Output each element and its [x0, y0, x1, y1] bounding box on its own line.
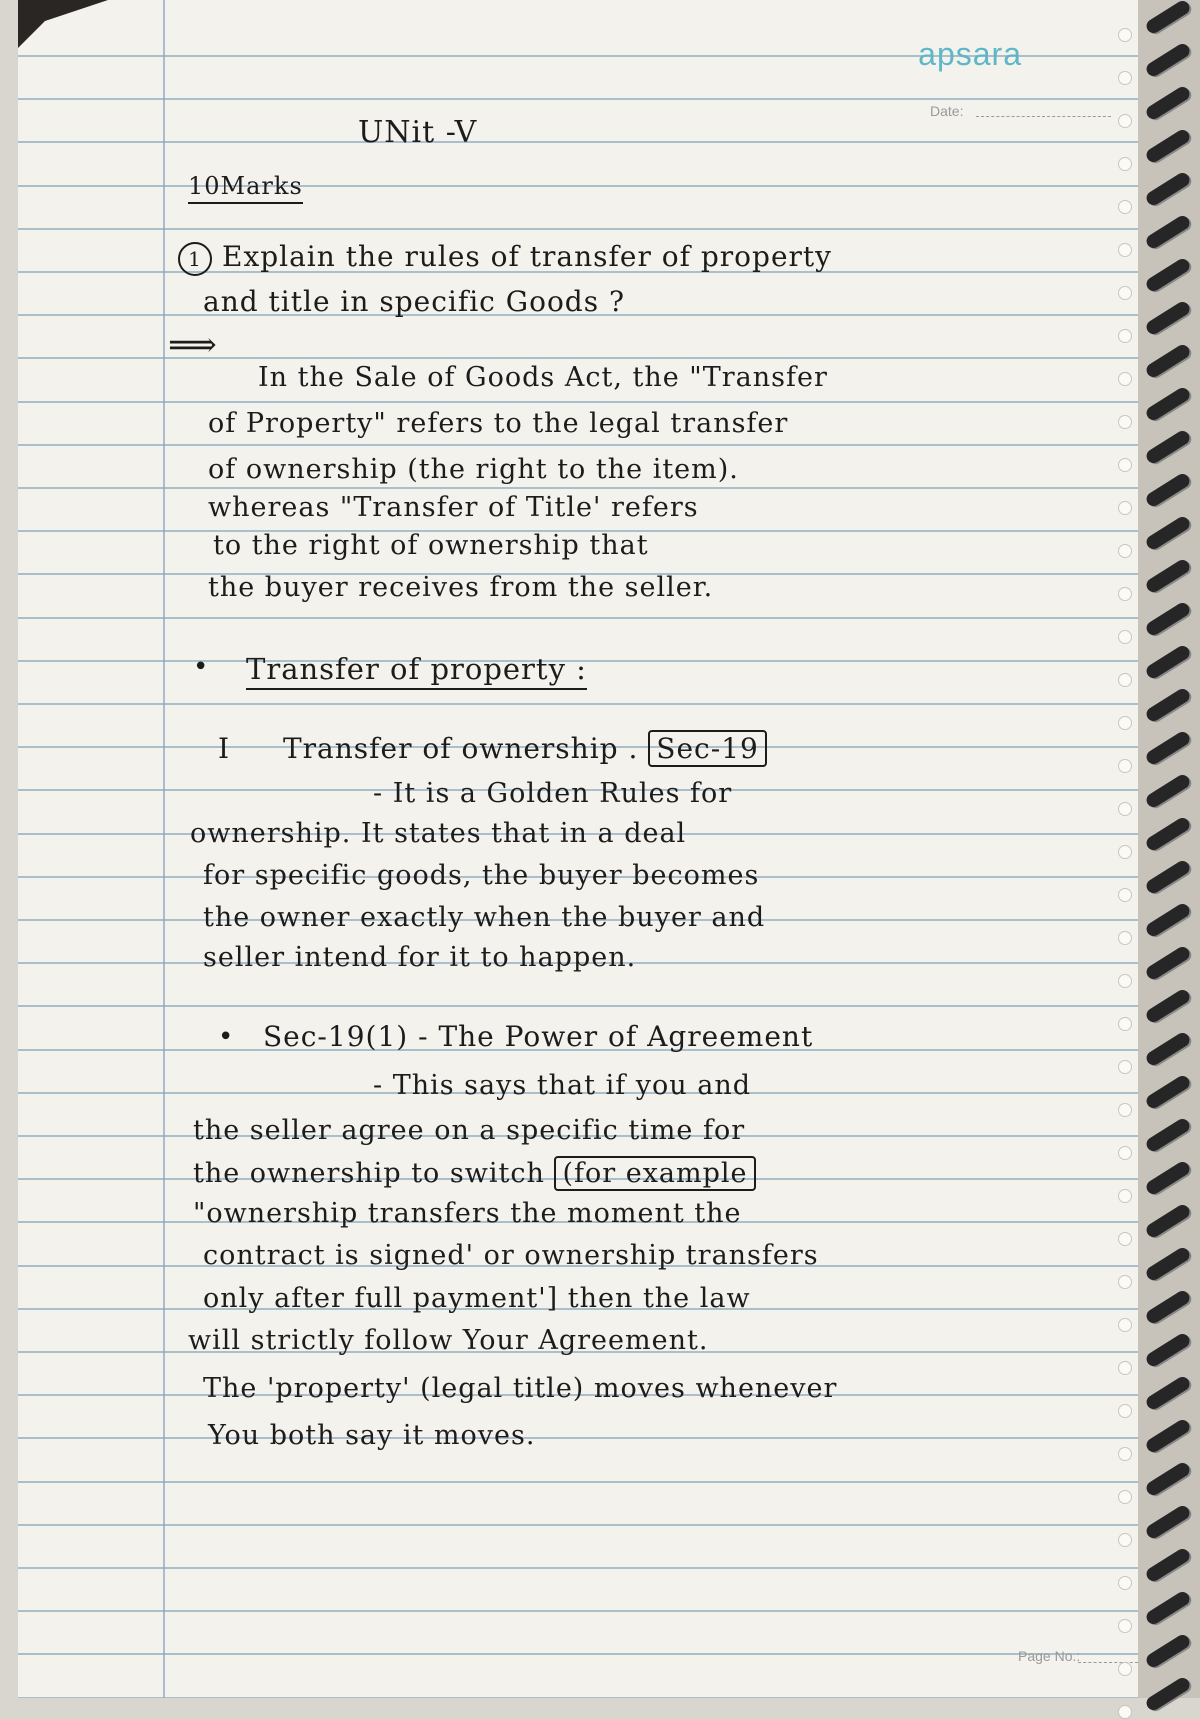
spiral-ring [1144, 1503, 1192, 1540]
question-line-1 [178, 240, 832, 276]
intro-line-3: of ownership (the right to the item). [208, 454, 739, 485]
binding-hole [1118, 1361, 1132, 1375]
sub-number: I [218, 732, 231, 765]
spiral-ring [1144, 84, 1192, 121]
spiral-ring [1144, 170, 1192, 207]
golden-line-5: seller intend for it to happen. [203, 942, 637, 973]
spiral-ring [1144, 1288, 1192, 1325]
brand-logo: apsara [918, 36, 1022, 72]
golden-line-4: the owner exactly when the buyer and [203, 902, 766, 933]
intro-line-6: the buyer receives from the seller. [208, 572, 714, 603]
binding-hole [1118, 71, 1132, 85]
binding-hole [1118, 1318, 1132, 1332]
spiral-ring [1144, 858, 1192, 895]
question-line-2: and title in specific Goods ? [203, 285, 626, 318]
binding-hole [1118, 888, 1132, 902]
ruled-line [18, 487, 1140, 489]
binding-hole [1118, 1662, 1132, 1676]
ruled-line [18, 228, 1140, 230]
sub-heading-text: Transfer of ownership . [283, 732, 639, 765]
spiral-ring [1144, 1374, 1192, 1411]
spiral-ring [1144, 1030, 1192, 1067]
binding-hole [1118, 1189, 1132, 1203]
golden-line-2: ownership. It states that in a deal [190, 818, 687, 849]
spiral-ring [1144, 729, 1192, 766]
binding-hole [1118, 329, 1132, 343]
binding-hole [1118, 845, 1132, 859]
date-line [976, 116, 1111, 117]
binding-hole [1118, 114, 1132, 128]
binding-hole [1118, 1490, 1132, 1504]
ruled-line [18, 98, 1140, 100]
margin-line [163, 0, 165, 1698]
spiral-ring [1144, 1331, 1192, 1368]
binding-hole [1118, 759, 1132, 773]
spiral-ring [1144, 1245, 1192, 1282]
spiral-ring [1144, 557, 1192, 594]
unit-title: UNit -V [358, 115, 478, 150]
spiral-ring [1144, 41, 1192, 78]
agreement-line-4: "ownership transfers the moment the [193, 1198, 742, 1229]
agreement-line-7: will strictly follow Your Agreement. [188, 1325, 709, 1356]
binding-hole [1118, 974, 1132, 988]
date-label: Date: [930, 103, 964, 119]
question-number: 1 [178, 242, 212, 276]
binding-hole [1118, 501, 1132, 515]
spiral-ring [1144, 944, 1192, 981]
spiral-ring [1144, 514, 1192, 551]
spiral-ring [1144, 686, 1192, 723]
golden-line-1: - It is a Golden Rules for [373, 778, 733, 809]
agreement-line-3 [193, 1158, 756, 1189]
binding-hole [1118, 1232, 1132, 1246]
golden-line-3: for specific goods, the buyer becomes [203, 860, 760, 891]
answer-arrow-icon: ⟹ [168, 325, 218, 365]
spiral-ring [1144, 1460, 1192, 1497]
spiral-ring [1144, 901, 1192, 938]
ruled-line [18, 1481, 1140, 1483]
ruled-line [18, 617, 1140, 619]
agreement-line-1: - This says that if you and [373, 1070, 752, 1101]
spiral-ring [1144, 1417, 1192, 1454]
binding-hole [1118, 1404, 1132, 1418]
bullet-2-mark: • [218, 1022, 235, 1052]
spiral-ring [1144, 1546, 1192, 1583]
spiral-ring [1144, 299, 1192, 336]
agreement-line-3-text: the ownership to switch [193, 1158, 545, 1189]
spiral-ring [1144, 342, 1192, 379]
agreement-line-5: contract is signed' or ownership transfers [203, 1240, 819, 1271]
example-box: (for example [554, 1156, 755, 1191]
ruled-line [18, 1005, 1140, 1007]
spiral-ring [1144, 0, 1192, 36]
marks-heading: 10Marks [188, 172, 303, 204]
binding-hole [1118, 1705, 1132, 1719]
spiral-ring [1144, 127, 1192, 164]
binding-hole [1118, 716, 1132, 730]
ruled-line [18, 185, 1140, 187]
binding-hole [1118, 1576, 1132, 1590]
question-text-1: Explain the rules of transfer of property [222, 240, 832, 273]
ruled-line [18, 444, 1140, 446]
intro-line-5: to the right of ownership that [213, 530, 649, 561]
binding-hole [1118, 1146, 1132, 1160]
spiral-ring [1144, 1116, 1192, 1153]
spiral-ring [1144, 256, 1192, 293]
binding-hole [1118, 1017, 1132, 1031]
binding-hole [1118, 802, 1132, 816]
binding-hole [1118, 630, 1132, 644]
section-heading: Transfer of property : [246, 652, 587, 690]
sub-heading [283, 732, 767, 765]
binding-hole [1118, 372, 1132, 386]
heading-bullet: • [193, 652, 210, 682]
intro-line-2: of Property" refers to the legal transfer [208, 408, 789, 439]
bullet-2-heading: Sec-19(1) - The Power of Agreement [263, 1020, 814, 1053]
ruled-line [18, 401, 1140, 403]
binding-hole [1118, 1619, 1132, 1633]
ruled-line [18, 1567, 1140, 1569]
spiral-ring [1144, 1159, 1192, 1196]
binding-hole [1118, 1533, 1132, 1547]
binding-hole [1118, 200, 1132, 214]
spiral-ring [1144, 385, 1192, 422]
binding-hole [1118, 243, 1132, 257]
spiral-ring [1144, 815, 1192, 852]
page-number-label: Page No.: [1018, 1648, 1081, 1664]
binding-hole [1118, 931, 1132, 945]
ruled-line [18, 1524, 1140, 1526]
ruled-line [18, 141, 1140, 143]
agreement-line-6: only after full payment'] then the law [203, 1283, 751, 1314]
spiral-ring [1144, 600, 1192, 637]
spiral-ring [1144, 1589, 1192, 1626]
binding-hole [1118, 1275, 1132, 1289]
ruled-line [18, 1653, 1140, 1655]
agreement-line-2: the seller agree on a specific time for [193, 1115, 746, 1146]
binding-hole [1118, 157, 1132, 171]
notebook-page [18, 0, 1140, 1698]
spiral-ring [1144, 643, 1192, 680]
binding-hole [1118, 544, 1132, 558]
agreement-line-9: You both say it moves. [208, 1420, 536, 1451]
binding-hole [1118, 28, 1132, 42]
spiral-ring [1144, 1675, 1192, 1712]
spiral-ring [1144, 1632, 1192, 1669]
spiral-ring [1144, 987, 1192, 1024]
binding-hole [1118, 1447, 1132, 1461]
binding-hole [1118, 415, 1132, 429]
agreement-line-8: The 'property' (legal title) moves whenever [203, 1373, 838, 1404]
binding-hole [1118, 587, 1132, 601]
ruled-line [18, 1610, 1140, 1612]
binding-hole [1118, 673, 1132, 687]
binding-hole [1118, 1060, 1132, 1074]
spiral-ring [1144, 471, 1192, 508]
ruled-line [18, 703, 1140, 705]
spiral-ring [1144, 428, 1192, 465]
ruled-line [18, 1437, 1140, 1439]
section-ref: Sec-19 [648, 730, 767, 767]
binding-hole [1118, 286, 1132, 300]
spiral-ring [1144, 772, 1192, 809]
intro-line-1: In the Sale of Goods Act, the "Transfer [258, 362, 828, 393]
spiral-ring [1144, 1202, 1192, 1239]
intro-line-4: whereas "Transfer of Title' refers [208, 492, 699, 523]
binding-hole [1118, 1103, 1132, 1117]
binding-hole [1118, 458, 1132, 472]
spiral-binding [1138, 0, 1200, 1698]
spiral-ring [1144, 213, 1192, 250]
spiral-ring [1144, 1073, 1192, 1110]
